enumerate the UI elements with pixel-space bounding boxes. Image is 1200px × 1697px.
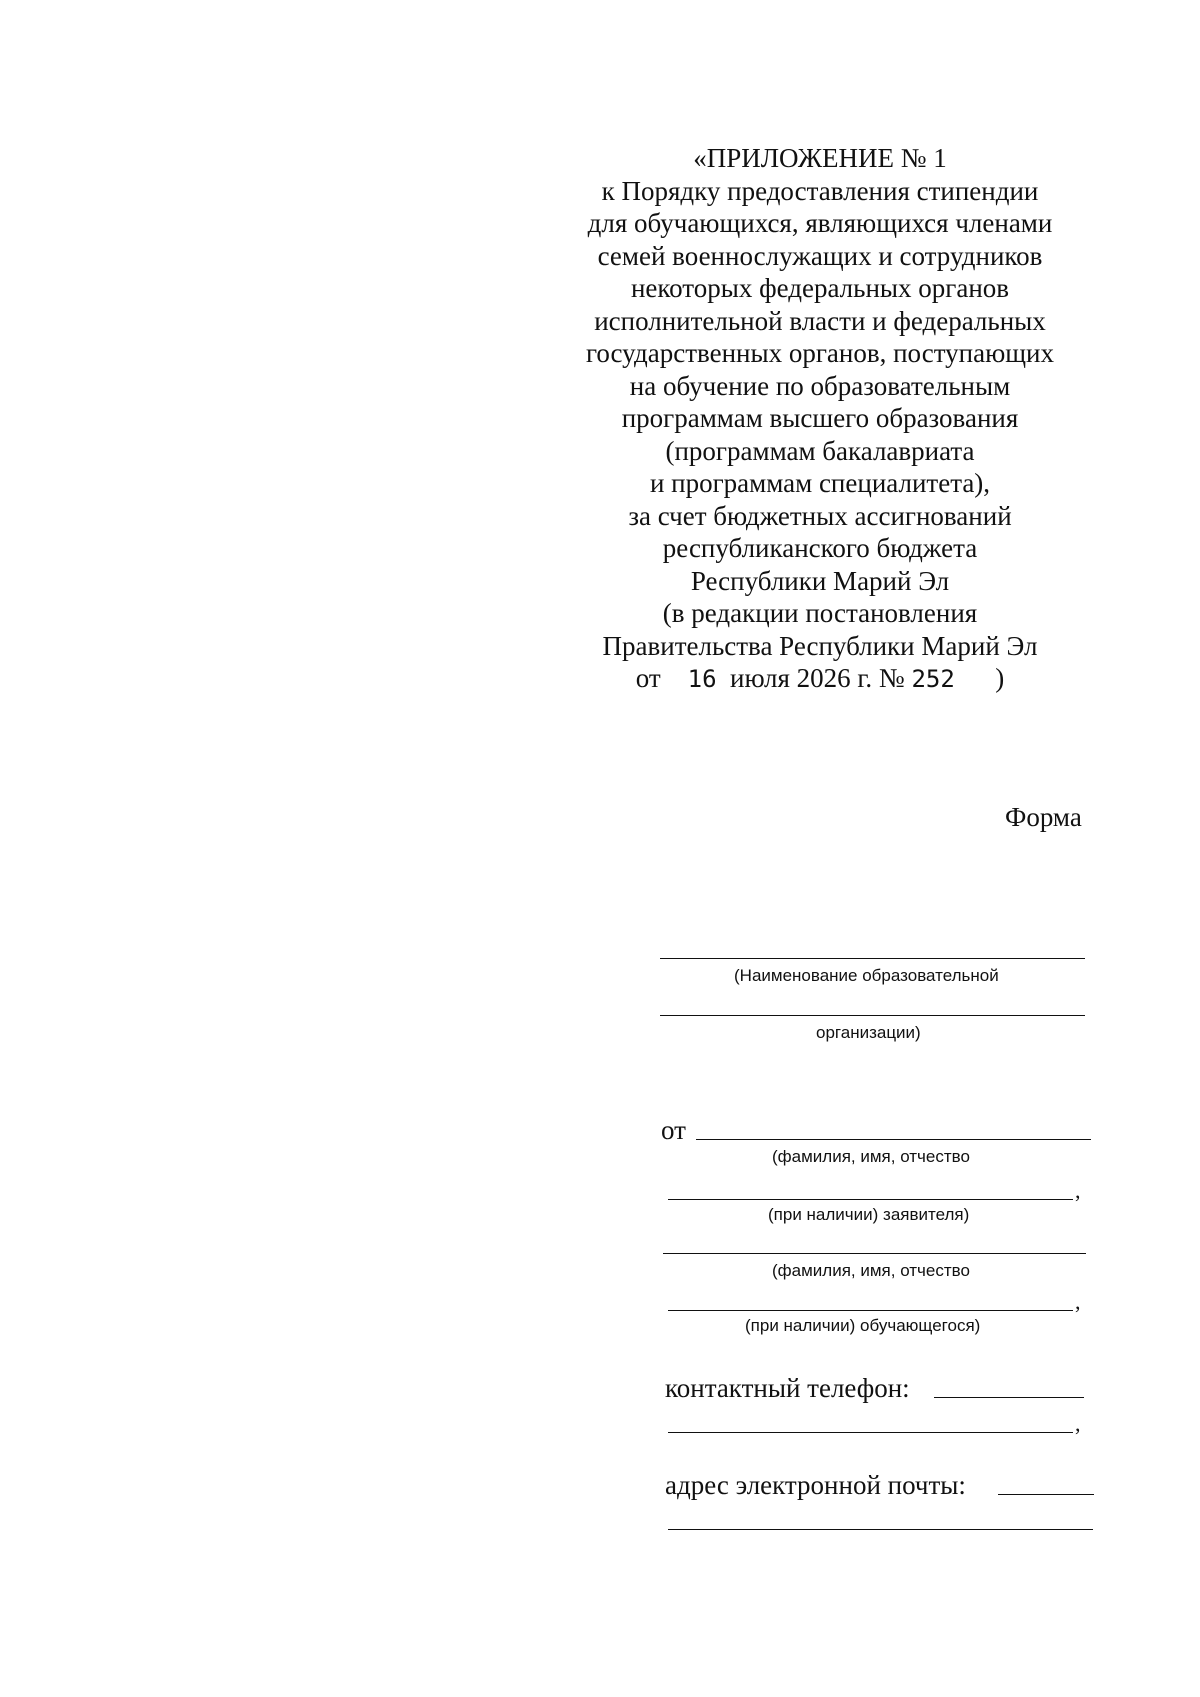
header-line: к Порядку предоставления стипендии [601, 175, 1039, 206]
org-caption-1: (Наименование образовательной [734, 966, 999, 985]
phone-comma: , [1075, 1411, 1081, 1436]
header-line: семей военнослужащих и сотрудников [597, 240, 1043, 271]
header-line: государственных органов, поступающих [585, 338, 1055, 368]
applicant-comma: , [1075, 1178, 1081, 1203]
header-line: и программам специалитета), [649, 468, 991, 498]
student-name-line-1 [663, 1253, 1086, 1254]
email-label: адрес электронной почты: [665, 1470, 966, 1500]
student-comma: , [1075, 1289, 1081, 1314]
resolution-date-line [570, 662, 1070, 696]
header-line: некоторых федеральных органов [630, 273, 1010, 303]
org-name-line-1 [660, 958, 1085, 959]
phone-line-1 [934, 1397, 1084, 1398]
header-line: Республики Марий Эл [690, 565, 950, 596]
student-caption-2: (при наличии) обучающегося) [745, 1316, 981, 1335]
header-line: (программам бакалавриата [665, 435, 975, 466]
applicant-name-line-2 [668, 1199, 1073, 1200]
date-prefix: от [635, 663, 661, 693]
applicant-name-line-1 [696, 1139, 1091, 1140]
header-line: программам высшего образования [621, 403, 1019, 433]
date-close-paren: ) [995, 663, 1005, 693]
phone-label: контактный телефон: [665, 1373, 910, 1403]
org-caption-2: организации) [816, 1023, 921, 1042]
phone-line-2 [668, 1432, 1073, 1433]
header-line: на обучение по образовательным [629, 370, 1011, 401]
org-name-line-2 [660, 1015, 1085, 1016]
resolution-number: 252 [911, 665, 955, 693]
header-line: исполнительной власти и федеральных [594, 305, 1046, 336]
email-line-2 [668, 1529, 1093, 1530]
from-label: от [661, 1115, 686, 1145]
applicant-caption-2: (при наличии) заявителя) [768, 1205, 970, 1224]
appendix-header [570, 142, 1070, 696]
date-day: 16 [687, 665, 717, 693]
header-line: Правительства Республики Марий Эл [602, 630, 1038, 661]
student-caption-1: (фамилия, имя, отчество [772, 1261, 970, 1280]
header-line: «ПРИЛОЖЕНИЕ № 1 [693, 143, 947, 173]
header-line: республиканского бюджета [662, 533, 978, 563]
applicant-caption-1: (фамилия, имя, отчество [772, 1147, 970, 1166]
header-line: для обучающихся, являющихся членами [587, 208, 1053, 238]
header-line: за счет бюджетных ассигнований [628, 500, 1012, 531]
header-line: (в редакции постановления [662, 598, 978, 628]
student-name-line-2 [668, 1310, 1073, 1311]
date-month-year: июля 2026 г. № [730, 663, 905, 693]
form-label: Форма [1005, 802, 1082, 832]
email-line-1 [998, 1494, 1094, 1495]
